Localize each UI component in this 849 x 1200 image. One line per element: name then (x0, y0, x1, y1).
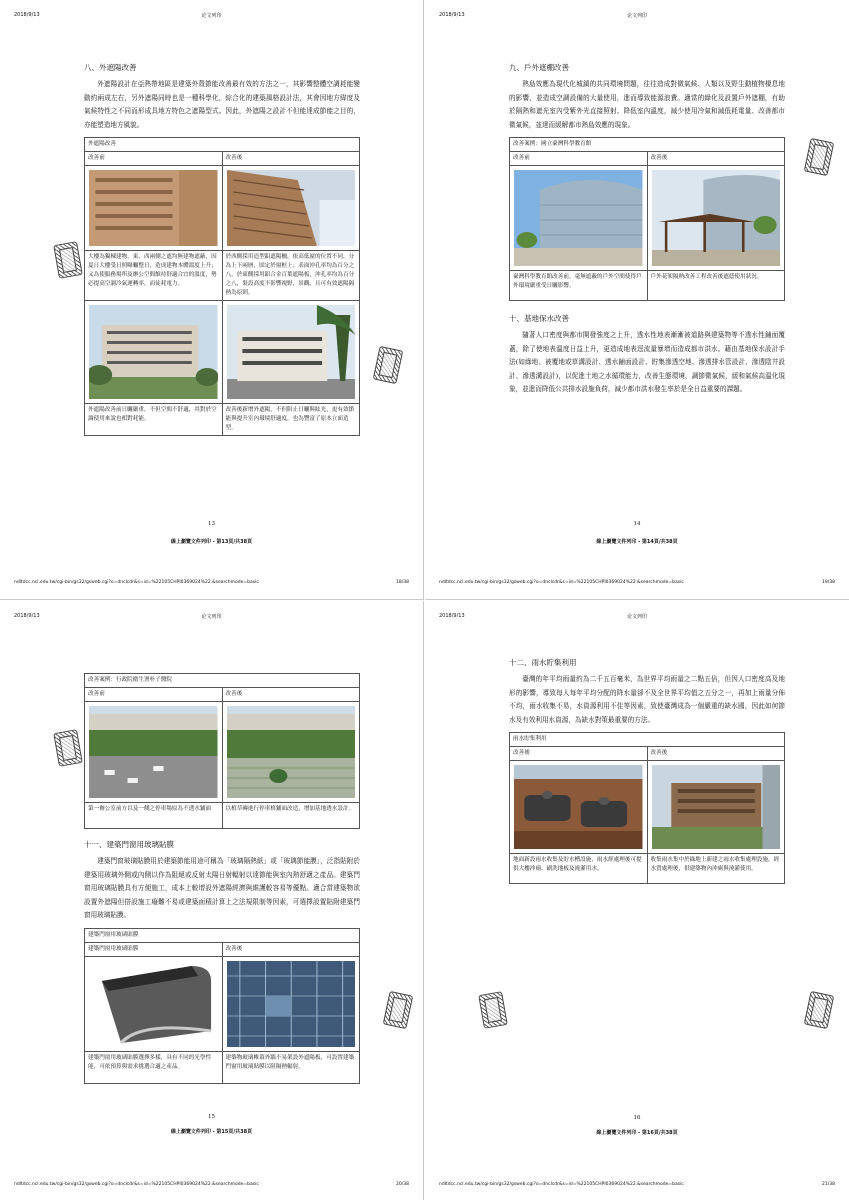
watermark: 線上瀏覽文件列印 - 第16頁/共38頁 (596, 1130, 678, 1136)
photo-cell (85, 702, 223, 803)
parking-lot-photo-after (227, 706, 356, 798)
building-photo-before (89, 170, 218, 246)
museum-photo-before (514, 170, 643, 266)
page-content (84, 673, 360, 1084)
parking-lot-photo-before (89, 706, 218, 798)
column-header-before: 改善前 (510, 152, 648, 166)
rainwater-facility-photo (652, 765, 781, 849)
building-photo-after (227, 305, 356, 399)
table-title: 改善案例：行政院衛生署朴子醫院 (85, 674, 360, 688)
photo-caption: 大樓為獨棟建物，東、西兩側之遮均無建物遮蔽，因夏日大樓受日照曝曬整日，造成建物本體溫度上升；又為使服務場所及辦公空間維持舒適合宜的溫度，勢必提高空調冷氣運轉率，而徒耗電力。 (85, 251, 223, 301)
column-header-before: 建築門窗用玻璃貼膜 (85, 942, 223, 956)
print-date: 2018/9/13 (14, 613, 40, 619)
section-title: 十一、建築門窗用玻璃貼膜 (84, 840, 174, 849)
page-content (84, 62, 360, 436)
footer-page-count: 18/38 (396, 580, 409, 585)
column-header-before: 改善前 (85, 688, 223, 702)
section-paragraph: 建築門窗玻璃貼膜用於建築節能用途可稱為「玻璃隔熱紙」或「玻璃節能膜」，泛指貼附於建築用玻璃外側或內側以作為阻絕或反射太陽日射輻射以達節能與室內熱舒適之產品。建築門窗用玻璃貼膜具有方便施工，成本上較增設外遮陽經濟與維護較容易等優點。適合當建築物欲設置外遮陽但搭設施工癈難不易或建築面積計算上之法規限制等因素，可選擇設置貼附建築門窗用玻璃貼膜。 (84, 857, 360, 919)
footer-page-count: 19/38 (822, 580, 835, 585)
photo-cell (647, 761, 785, 854)
photo-cell (222, 702, 360, 803)
table-title: 改善案例：國立臺灣科學教育館 (510, 138, 785, 152)
comparison-table (509, 732, 785, 884)
footer-page-count: 20/38 (396, 1182, 409, 1187)
print-header-title: 论文列印 (201, 614, 222, 620)
photo-caption: 第一辦公室前方以及一側之停車場原為不透水鋪面 (85, 803, 223, 829)
photo-caption: 戶外花架隔熱改善工程改善後遮蔭使用狀況。 (647, 271, 785, 301)
comparison-table (84, 928, 360, 1084)
photo-cell (510, 761, 648, 854)
rainwater-tank-photo (514, 765, 643, 849)
print-header-title: 论文列印 (626, 13, 647, 19)
photo-cell (222, 956, 360, 1051)
column-header-before: 改善前 (85, 152, 223, 166)
seal-stamp-icon (53, 241, 83, 279)
footer-url: ndltdcc.ncl.edu.tw/cgi-bin/gs32/gsweb.cgi?o=dnclcdr&s=id=%22105CHPI0369024%22.&searchmode=basic (439, 580, 684, 585)
photo-cell (510, 166, 648, 271)
print-header-title: 论文列印 (201, 13, 222, 19)
photo-cell (222, 301, 360, 404)
footer-url: ndltdcc.ncl.edu.tw/cgi-bin/gs32/gsweb.cgi?o=dnclcdr&s=id=%22105CHPI0369024%22.&searchmode=basic (14, 580, 259, 585)
column-header-after: 改善後 (222, 152, 360, 166)
column-header-after: 改善後 (647, 747, 785, 761)
document-page-3 (0, 601, 424, 1200)
seal-stamp-icon (804, 138, 835, 176)
photo-cell (85, 301, 223, 404)
section-paragraph: 外遮陽設計在亞熱帶地區是建築外殼節能改善最有效的方法之一，其影響整體空調耗能變動約兩成左右，另外遮陽同時也是一種科學化，綜合化的建築風格設計法，其會因地方緯度及氣候特性之不同而形成具地方特色之遮陽型式。因此，外遮陽之設計不但能達成節能之目的，亦能塑造地方風貌。 (84, 80, 360, 129)
section-paragraph: 熱島效應為現代化城鎮的共同環境問題，往往造成對微氣候、人類以及野生動植物棲息地的影響，並造成空調設備的大量使用，進而導致能源浪費。適當的綠化及設置戶外遮棚，有助於隔熱和遮光室內受紫外光直接照射、降低室內溫度，減少使用冷氣和減低耗電量、改善都市微氣候，並達而緩解都市熱島效應的現象。 (509, 80, 785, 129)
section-paragraph: 臺灣的年平均雨量約為二千五百毫米，為世界平均雨量之二點五倍，但因人口密度高及地形的影響，導致每人每年平均分配的降水量卻不及全世界平均值之五分之一，再加上雨量分佈不均，雨水收集不易，水資源利用不佳等因素，致使臺灣成為一個嚴重的缺水國，因此如何節水及有效利用水資源，為缺水對策最重要的方法。 (509, 675, 785, 724)
photo-cell (647, 166, 785, 271)
photo-caption: 臺灣科學教育館改善前，毫無遮蔽的戶外空間使得戶外環境嚴重受日曬影響。 (510, 271, 648, 301)
print-date: 2018/9/13 (439, 613, 465, 619)
comparison-table (84, 137, 360, 436)
section-title: 十、基地保水改善 (509, 314, 569, 323)
section-title: 八、外遮陽改善 (84, 63, 137, 72)
watermark: 線上瀏覽文件列印 - 第15頁/共38頁 (170, 1129, 253, 1135)
page-number: 13 (208, 521, 215, 527)
watermark: 線上瀏覽文件列印 - 第13頁/共38頁 (170, 539, 253, 545)
page-content (509, 657, 785, 884)
watermark: 線上瀏覽文件列印 - 第14頁/共38頁 (596, 539, 678, 545)
page-number: 15 (208, 1114, 215, 1120)
seal-stamp-icon (373, 346, 404, 384)
footer-page-count: 21/38 (822, 1182, 835, 1187)
table-title: 建築門窗用玻璃貼膜 (85, 928, 360, 942)
footer-url: ndltdcc.ncl.edu.tw/cgi-bin/gs32/gsweb.cgi?o=dnclcdr&s=id=%22105CHPI0369024%22.&searchmode=basic (439, 1182, 684, 1187)
photo-caption: 外遮陽改善前日曬嚴重，不但空間不舒適，其對於空調使用來說也相對耗能。 (85, 404, 223, 436)
photo-cell (85, 166, 223, 251)
photo-caption: 改善後新增外遮陽，不但阻止日曬與眩光，更有效節能與提升室內環境舒適度，也為豐富了原本立面造型。 (222, 404, 360, 436)
section-title: 十二、雨水貯集利用 (509, 658, 577, 667)
photo-caption: 於西側採用造型鋁遮陽柵，依高低窗的位置不同，分為上下兩層，固定於窗框上；表面沖孔率均為百分之八，於東側採用鋁合金百葉遮陽板，沖孔率均為百分之八，裝設高度不影響視野、景觀，且可有效遮陽隔熱為原則。 (222, 251, 360, 301)
column-header-before: 改善後 (510, 747, 648, 761)
print-date: 2018/9/13 (14, 12, 40, 18)
photo-caption: 收集雨水集中於綠地上新建之雨水收集處理設施，經水質處理後，供建築物內沖廁與澆灌使用。 (647, 854, 785, 884)
table-title: 雨水貯集利用 (510, 733, 785, 747)
print-header-title: 论文列印 (626, 614, 647, 620)
photo-caption: 建築門窗用玻璃貼膜選擇多樣，具有不同的光學性能，可依預算與需求挑選合適之產品。 (85, 1051, 223, 1083)
column-header-after: 改善後 (647, 152, 785, 166)
building-photo-after (227, 170, 356, 246)
page-number: 14 (633, 521, 641, 527)
footer-url: ndltdcc.ncl.edu.tw/cgi-bin/gs32/gsweb.cgi?o=dnclcdr&s=id=%22105CHPI0369024%22.&searchmode=basic (14, 1182, 259, 1187)
photo-caption: 建築物玻璃帷幕外牆不易架設外遮陽板，可設置建築門窗用玻璃貼膜以阻隔熱輻射。 (222, 1051, 360, 1083)
photo-cell (222, 166, 360, 251)
comparison-table (84, 673, 360, 829)
window-film-roll-photo (89, 961, 218, 1047)
column-header-after: 改善後 (222, 688, 360, 702)
seal-stamp-icon (478, 991, 508, 1029)
page-number: 16 (633, 1115, 641, 1121)
seal-stamp-icon (53, 729, 83, 767)
seal-stamp-icon (804, 991, 835, 1029)
document-page-2 (425, 0, 849, 600)
section-paragraph: 隨著人口密度與都市開發強度之上升，透水性地表漸漸被道路與建築物等不透水性鋪面覆蓋，除了使地表溫度日益上升，更造成地表逕流量暴增而造成都市洪水。藉由基地保水設計手法(如綠地、被覆地或草溝設計、透水鋪面設計、貯集滲透空地、滲透排水管設計、滲透陰井設計、滲透溝設計)，以促進土地之水循環能力，改善生態環境，調節微氣候，緩和氣候高溫化現象，並進而降低公共排水設施負荷，減少都市洪水發生率於是全日益重要的課題。 (509, 331, 785, 393)
photo-cell (85, 956, 223, 1051)
comparison-table (509, 137, 785, 301)
page-content (509, 62, 785, 397)
glass-facade-photo (227, 961, 356, 1047)
document-page-4 (425, 601, 849, 1200)
photo-caption: 地面新設雨水收集及貯水槽設施，雨水經處理後可提供大樓沖廁、刷洗地板及澆灌用水。 (510, 854, 648, 884)
building-photo-before (89, 305, 218, 399)
column-header-after: 改善後 (222, 942, 360, 956)
photo-caption: 以植草磚進行停車格鋪面改造，增加基地透水設計。 (222, 803, 360, 829)
seal-stamp-icon (383, 991, 414, 1029)
print-date: 2018/9/13 (439, 12, 465, 18)
section-title: 九、戶外遮棚改善 (509, 63, 569, 72)
museum-photo-after (652, 170, 781, 266)
document-page-1 (0, 0, 424, 600)
table-title: 外遮陽改善 (85, 138, 360, 152)
